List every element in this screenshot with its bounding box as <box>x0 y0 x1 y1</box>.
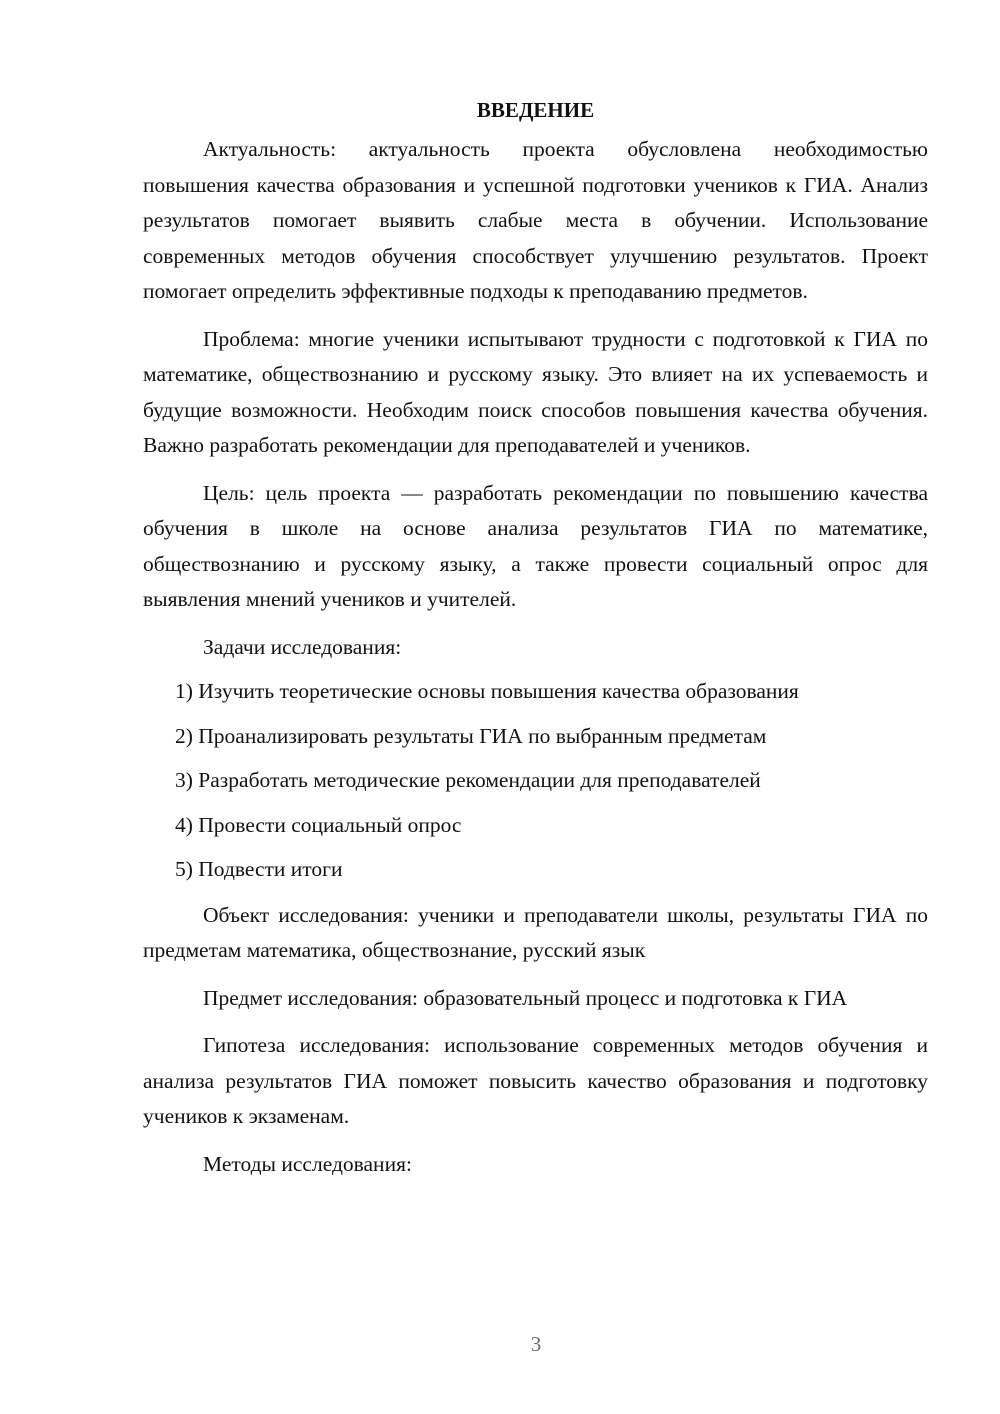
tasks-list <box>143 674 928 888</box>
relevance-paragraph: Актуальность: актуальность проекта обусловлена необходимостью повышения качества образования и успешной подготовки учеников к ГИА. Анализ результатов помогает выявить слабые места в обучении. Использование современных методов обучения способствует улучшению результатов. Проект помогает определить эффективные подходы к преподаванию предметов. <box>143 137 928 303</box>
page-title: ВВЕДЕНИЕ <box>476 98 595 122</box>
page-number: 3 <box>530 1332 542 1356</box>
tasks-heading: Задачи исследования: <box>203 634 402 659</box>
problem-paragraph: Проблема: многие ученики испытывают трудности с подготовкой к ГИА по математике, обществознанию и русскому языку. Это влияет на их успеваемость и будущие возможности. Необходим поиск способов повышения качества обучения. Важно разработать рекомендации для преподавателей и учеников. <box>143 326 928 457</box>
methods-heading: Методы исследования: <box>203 1151 412 1176</box>
hypothesis-paragraph: Гипотеза исследования: использование современных методов обучения и анализа результатов ГИА поможет повысить качество образования и подготовку учеников к экзаменам. <box>143 1033 928 1128</box>
task-item: 1) Изучить теоретические основы повышения качества образования <box>175 679 799 703</box>
task-item: 2) Проанализировать результаты ГИА по выбранным предметам <box>175 723 767 748</box>
document-page <box>143 92 928 1182</box>
goal-paragraph: Цель: цель проекта — разработать рекомендации по повышению качества обучения в школе на основе анализа результатов ГИА по математике, обществознанию и русскому языку, а также провести социальный опрос для выявления мнений учеников и учителей. <box>143 480 928 611</box>
task-item: 4) Провести социальный опрос <box>175 812 462 837</box>
object-paragraph: Объект исследования: ученики и преподаватели школы, результаты ГИА по предметам математика, обществознание, русский язык <box>143 902 928 962</box>
task-item: 5) Подвести итоги <box>175 857 343 881</box>
task-item: 3) Разработать методические рекомендации для преподавателей <box>175 768 761 792</box>
subject-paragraph: Предмет исследования: образовательный процесс и подготовка к ГИА <box>203 985 848 1010</box>
